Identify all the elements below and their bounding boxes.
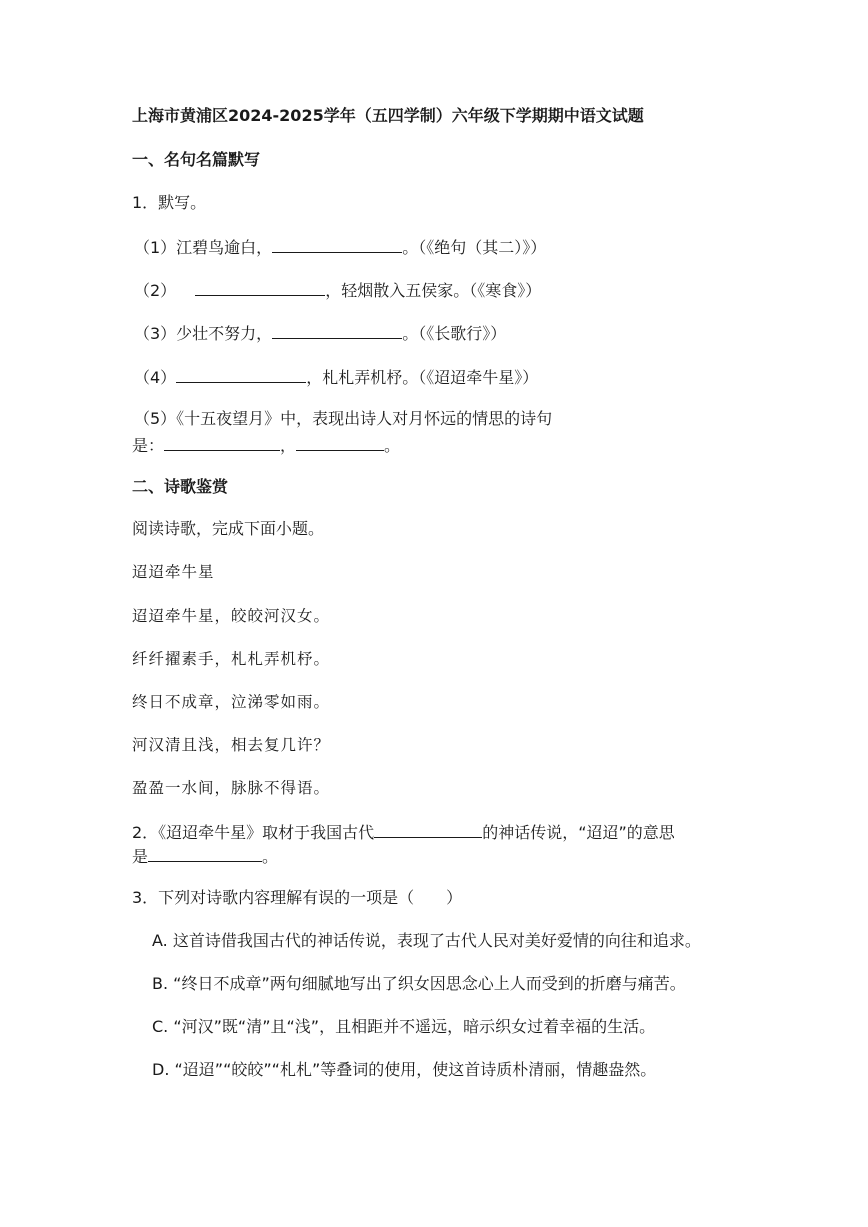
question-2-line2-post: 。 [262, 847, 279, 866]
item-5-pre: 是： [132, 436, 165, 455]
poem-intro: 阅读诗歌，完成下面小题。 [132, 519, 325, 538]
question-1: 1．默写。 [132, 193, 207, 212]
item-1-pre: （1）江碧鸟逾白， [134, 238, 273, 257]
question-2-line2 [132, 845, 278, 867]
answer-blank[interactable] [164, 434, 280, 451]
section2-heading: 二、诗歌鉴赏 [132, 477, 229, 496]
question-2-line1 [132, 821, 675, 843]
poem-line: 迢迢牵牛星，皎皎河汉女。 [132, 607, 331, 625]
option-a[interactable]: A. 这首诗借我国古代的神话传说，表现了古代人民对美好爱情的向往和追求。 [152, 931, 701, 950]
poem-line: 河汉清且浅，相去复几许？ [132, 736, 331, 754]
item-1-post: 。（《绝句（其二）》） [402, 238, 547, 257]
item-2 [134, 279, 541, 301]
item-5-line2 [132, 434, 400, 456]
question-3: 3．下列对诗歌内容理解有误的一项是（ ） [132, 888, 463, 907]
item-4-post: ，札札弄机杼。（《迢迢牵牛星》） [306, 368, 539, 387]
section1-heading: 一、名句名篇默写 [132, 150, 261, 169]
poem-line: 盈盈一水间，脉脉不得语。 [132, 779, 331, 797]
answer-blank[interactable] [176, 366, 306, 383]
question-2-line2-pre: 是 [132, 847, 149, 866]
answer-blank[interactable] [148, 845, 262, 862]
item-4 [134, 366, 538, 388]
poem-line: 终日不成章，泣涕零如雨。 [132, 693, 331, 711]
item-3-post: 。（《长歌行》） [402, 324, 507, 343]
item-3-pre: （3）少壮不努力， [134, 324, 273, 343]
item-5-post: 。 [384, 436, 401, 455]
question-2-pre: 2．《迢迢牵牛星》取材于我国古代 [132, 823, 375, 842]
item-2-pre: （2） [134, 281, 182, 300]
item-3 [134, 322, 506, 344]
answer-blank[interactable] [296, 434, 384, 451]
answer-blank[interactable] [272, 236, 402, 253]
item-4-pre: （4） [134, 368, 177, 387]
option-b[interactable]: B. “终日不成章”两句细腻地写出了织女因思念心上人而受到的折磨与痛苦。 [152, 974, 686, 993]
exam-title: 上海市黄浦区2024-2025学年（五四学制）六年级下学期期中语文试题 [132, 106, 644, 125]
question-2-post: 的神话传说，“迢迢”的意思 [482, 823, 675, 842]
answer-blank[interactable] [272, 322, 402, 339]
option-d[interactable]: D. “迢迢”“皎皎”“札札”等叠词的使用，使这首诗质朴清丽，情趣盎然。 [152, 1060, 657, 1079]
item-1 [134, 236, 546, 258]
answer-blank[interactable] [374, 821, 482, 838]
poem-line: 纤纤擢素手，札札弄机杼。 [132, 650, 331, 668]
option-c[interactable]: C. “河汉”既“清”且“浅”，且相距并不遥远，暗示织女过着幸福的生活。 [152, 1017, 656, 1036]
item-2-post: ，轻烟散入五侯家。（《寒食》） [325, 281, 542, 300]
item-5-line1: （5）《十五夜望月》中，表现出诗人对月怀远的情思的诗句 [134, 409, 553, 428]
poem-title: 迢迢牵牛星 [132, 563, 215, 581]
item-5-mid: ， [280, 436, 297, 455]
answer-blank[interactable] [195, 279, 325, 296]
